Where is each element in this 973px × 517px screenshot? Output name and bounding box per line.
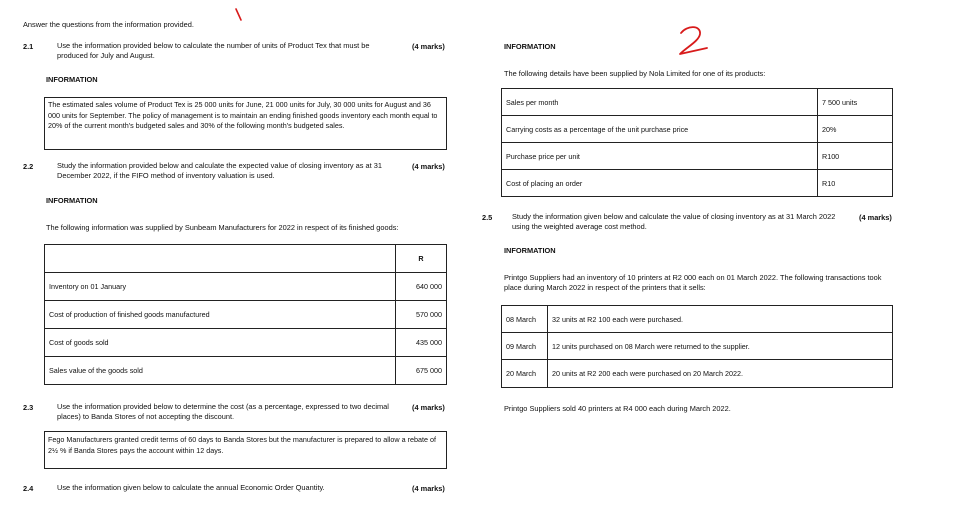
question-2-5-marks: (4 marks)	[859, 213, 892, 222]
table-row	[502, 333, 893, 360]
sunbeam-header-r: R	[396, 245, 447, 273]
info-heading: INFORMATION	[46, 75, 98, 84]
table-cell-value: R10	[818, 170, 893, 197]
table-cell-date: 20 March	[502, 360, 548, 388]
printgo-intro: Printgo Suppliers had an inventory of 10 printers at R2 000 each on 01 March 2022. The following transactions took place during March 2022 in respect of the printers that it sells:	[504, 273, 882, 292]
table-row	[502, 116, 893, 143]
printgo-footer: Printgo Suppliers sold 40 printers at R4 000 each during March 2022.	[504, 404, 731, 413]
question-2-1-text: Use the information provided below to calculate the number of units of Product Tex that must be produced for July and August.	[57, 41, 370, 60]
table-cell-value: 570 000	[396, 301, 447, 329]
table-cell-label: Inventory on 01 January	[45, 273, 396, 301]
table-row	[45, 357, 447, 385]
table-cell-label: Cost of goods sold	[45, 329, 396, 357]
sunbeam-table	[44, 244, 447, 385]
question-2-3-marks: (4 marks)	[412, 403, 445, 412]
table-cell-label: Purchase price per unit	[502, 143, 818, 170]
table-cell-desc: 20 units at R2 200 each were purchased on 20 March 2022.	[548, 360, 893, 388]
table-cell-date: 09 March	[502, 333, 548, 360]
table-row	[502, 360, 893, 388]
table-row	[502, 170, 893, 197]
question-number-2-1: 2.1	[23, 42, 34, 51]
table-cell-value: 20%	[818, 116, 893, 143]
info-heading: INFORMATION	[504, 246, 556, 255]
table-row	[502, 143, 893, 170]
table-row	[45, 329, 447, 357]
table-row	[502, 89, 893, 116]
question-number-2-3: 2.3	[23, 403, 34, 412]
sunbeam-intro: The following information was supplied by Sunbeam Manufacturers for 2022 in respect of its finished goods:	[46, 223, 399, 232]
table-cell-desc: 32 units at R2 100 each were purchased.	[548, 306, 893, 333]
table-cell-label: Cost of production of finished goods manufactured	[45, 301, 396, 329]
table-cell-value: 435 000	[396, 329, 447, 357]
nola-table	[501, 88, 893, 197]
table-cell-value: 640 000	[396, 273, 447, 301]
table-cell-value: 7 500 units	[818, 89, 893, 116]
table-cell-label: Sales value of the goods sold	[45, 357, 396, 385]
question-number-2-2: 2.2	[23, 162, 34, 171]
info-box-fego	[44, 431, 447, 469]
table-row	[502, 306, 893, 333]
table-row	[45, 273, 447, 301]
question-2-3-text: Use the information provided below to determine the cost (as a percentage, expressed to two decimal places) to Banda Stores of not accepting the discount.	[57, 402, 389, 421]
table-cell-value: R100	[818, 143, 893, 170]
question-number-2-4: 2.4	[23, 484, 34, 493]
sunbeam-header-blank	[45, 245, 396, 273]
question-2-4-marks: (4 marks)	[412, 484, 445, 493]
printgo-table	[501, 305, 893, 388]
table-cell-desc: 12 units purchased on 08 March were returned to the supplier.	[548, 333, 893, 360]
info-heading: INFORMATION	[504, 42, 556, 51]
table-row	[45, 301, 447, 329]
info-box-text: Fego Manufacturers granted credit terms of 60 days to Banda Stores but the manufacturer is prepared to allow a rebate of 2½ % if Banda Stores pays the account within 12 days.	[48, 435, 436, 455]
handwritten-mark-2	[677, 24, 717, 65]
info-heading: INFORMATION	[46, 196, 98, 205]
handwritten-mark-1	[233, 6, 247, 31]
intro-text: Answer the questions from the information provided.	[23, 20, 194, 29]
info-box-product-tex	[44, 97, 447, 150]
info-box-text: The estimated sales volume of Product Tex is 25 000 units for June, 21 000 units for July, 30 000 units for August and 36 000 units for September. The policy of management is to maintain an ending finished goods inventory each month equal to 20% of the current month's budgeted sales and 30% of the following month's budgeted sales.	[48, 100, 438, 130]
question-2-5-text: Study the information given below and calculate the value of closing inventory as at 31 March 2022 using the weighted average cost method.	[512, 212, 836, 231]
question-2-2-text: Study the information provided below and calculate the expected value of closing inventory as at 31 December 2022, if the FIFO method of inventory valuation is used.	[57, 161, 382, 180]
question-2-1-marks: (4 marks)	[412, 42, 445, 51]
table-cell-label: Cost of placing an order	[502, 170, 818, 197]
nola-intro: The following details have been supplied by Nola Limited for one of its products:	[504, 69, 766, 78]
table-cell-label: Carrying costs as a percentage of the unit purchase price	[502, 116, 818, 143]
question-2-2-marks: (4 marks)	[412, 162, 445, 171]
table-cell-date: 08 March	[502, 306, 548, 333]
table-cell-value: 675 000	[396, 357, 447, 385]
question-2-4-text: Use the information given below to calculate the annual Economic Order Quantity.	[57, 483, 325, 492]
question-number-2-5: 2.5	[482, 213, 493, 222]
table-cell-label: Sales per month	[502, 89, 818, 116]
